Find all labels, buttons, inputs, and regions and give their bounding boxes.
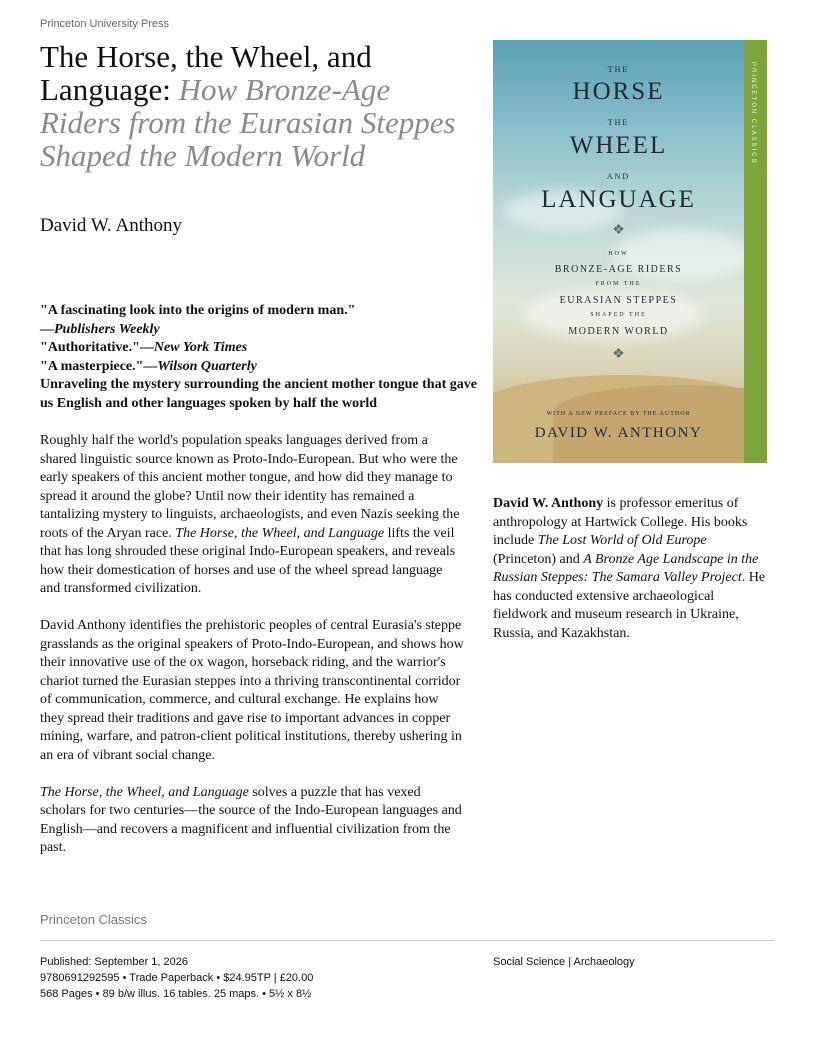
ornament-icon: ❖ — [612, 223, 625, 238]
cover-text: THE — [607, 65, 630, 74]
quote-2 — [40, 339, 480, 358]
page-count: 568 Pages • 89 b/w illus. 16 tables. 25 maps. • 5½ x 8½ — [40, 988, 312, 1000]
bio-book-title: The Lost World of Old Europe — [537, 533, 707, 548]
description-paragraph-2: David Anthony identifies the prehistoric peoples of central Eurasia's steppe grasslands as the original speakers of Proto-Indo-European, and shows how their innovative use of the ox wagon, horseback riding, and the warrior's chariot turned the Eurasian steppes into a thriving transcontinental corridor of communication, commerce, and cultural exchange. He explains how they spread their traditions and gave rise to important advances in copper mining, warfare, and patron-client political institutions, thereby ushering in an era of vibrant social change. — [40, 618, 464, 763]
subject-categories: Social Science | Archaeology — [493, 956, 635, 968]
tagline: Unraveling the mystery surrounding the ancient mother tongue that gave us English and other languages spoken by half the world — [40, 377, 477, 411]
spine-label: PRINCETON CLASSICS — [750, 62, 756, 165]
cover-title-word: HORSE — [572, 78, 665, 105]
divider — [40, 940, 774, 941]
description-paragraph-1 — [40, 432, 465, 599]
book-title — [40, 40, 470, 172]
quote-source: Publishers Weekly — [54, 321, 160, 337]
title-subtitle: How Bronze-Age Riders from the Eurasian Steppes Shaped the Modern World — [40, 72, 456, 173]
series-name: Princeton Classics — [40, 912, 147, 927]
quote-dash: — — [40, 321, 54, 337]
cover-text: AND — [606, 172, 631, 181]
author-name: David W. Anthony — [40, 215, 182, 236]
cover-subtitle-line: EURASIAN STEPPES — [559, 295, 678, 306]
quote-text: "A fascinating look into the origins of modern man." — [40, 303, 356, 318]
book-cover — [493, 40, 767, 463]
cover-subtitle-line: MODERN WORLD — [568, 326, 669, 337]
bio-book-title: A Bronze Age Landscape in the Russian Steppes: The Samara Valley Project — [493, 551, 759, 585]
cover-title-word: LANGUAGE — [541, 186, 696, 213]
bio-name: David W. Anthony — [493, 496, 604, 511]
text-run: lifts the veil that has long shrouded these original Indo-European speakers, and reveals how their domestication of horses and use of the wheel spread language and transformed civilization. — [40, 525, 456, 596]
isbn-price: 9780691292595 • Trade Paperback • $24.95TP | £20.00 — [40, 972, 314, 984]
cover-title-word: WHEEL — [569, 132, 668, 159]
quote-3 — [40, 358, 480, 377]
published-date: Published: September 1, 2026 — [40, 956, 188, 968]
quote-text: "A masterpiece."— — [40, 358, 158, 374]
publication-details — [40, 954, 313, 1002]
quote-source: Wilson Quarterly — [157, 358, 257, 374]
text-run: is professor emeritus of anthropology at Hartwick College. His books include — [493, 496, 748, 548]
description — [40, 432, 465, 876]
cover-subtitle-line: BRONZE-AGE RIDERS — [554, 264, 683, 275]
quote-1 — [40, 302, 480, 339]
praise-quotes — [40, 302, 480, 413]
quote-text: "Authoritative."— — [40, 340, 154, 355]
book-title-italic: The Horse, the Wheel, and Language — [40, 784, 249, 800]
cover-author: DAVID W. ANTHONY — [534, 425, 703, 441]
description-paragraph-3 — [40, 784, 465, 858]
text-run: (Princeton) and — [493, 551, 584, 567]
title-main: The Horse, the Wheel, and Language: — [40, 39, 372, 107]
cover-text: FROM THE — [595, 281, 642, 287]
cover-hill — [553, 385, 767, 463]
author-bio — [493, 495, 768, 643]
cover-text: THE — [607, 118, 630, 127]
quote-source: New York Times — [153, 340, 248, 355]
cover-preface: WITH A NEW PREFACE BY THE AUTHOR — [546, 411, 691, 417]
text-run: Roughly half the world's population speaks languages derived from a shared linguistic source known as Proto-Indo-European. But who were the early speakers of this ancient mother tongue, and how did they manage to spread it around the globe? Until now their identity has remained a tantalizing mystery to linguists, archaeologists, and even Nazis seeking the roots of the Aryan race. — [40, 433, 460, 541]
text-run: solves a puzzle that has vexed scholars for two centuries—the source of the Indo-European languages and English—and recovers a magnificent and influential civilization from the past. — [40, 784, 462, 855]
cover-text: HOW — [608, 251, 629, 257]
cover-text: SHAPED THE — [590, 312, 647, 318]
ornament-icon: ❖ — [612, 347, 625, 362]
publisher-name: Princeton University Press — [40, 18, 169, 30]
text-run: . He has conducted extensive archaeological fieldwork and museum research in Ukraine, Russia, and Kazakhstan. — [493, 570, 766, 641]
cover-spine — [744, 40, 767, 463]
book-title-italic: The Horse, the Wheel, and Language — [175, 525, 385, 541]
